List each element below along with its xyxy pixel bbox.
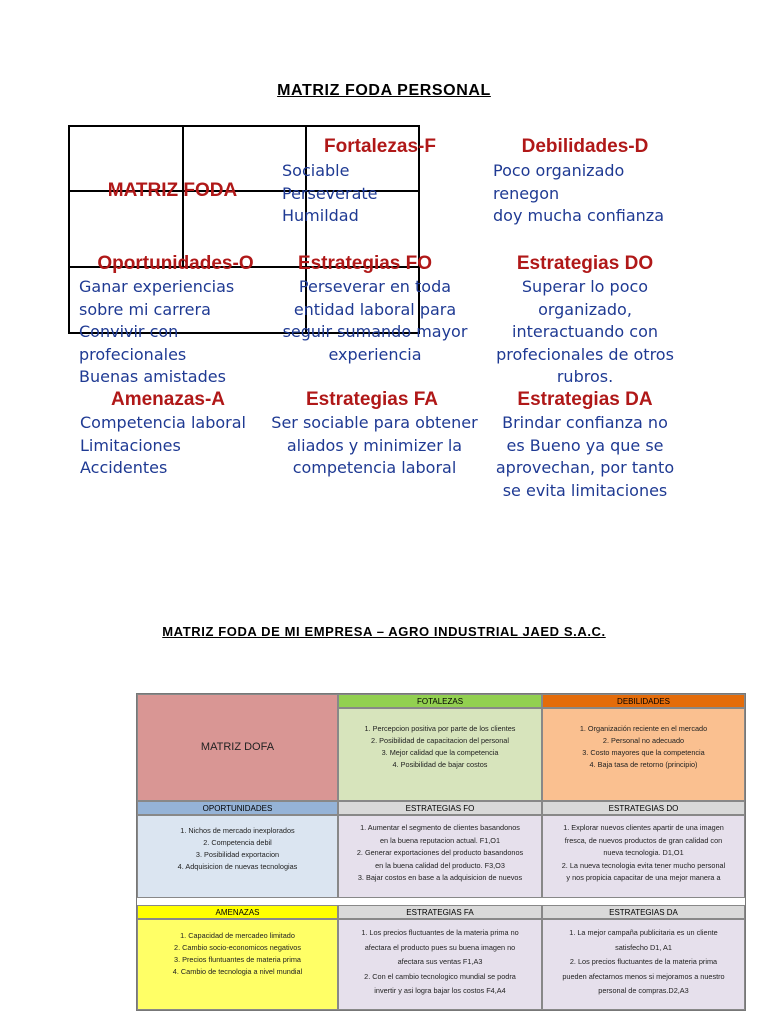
table-line: 4. Adquisicion de nuevas tecnologias [177,862,298,871]
estrategias-fa-header: ESTRATEGIAS FA [338,905,542,919]
text-line: Ser sociable para obtener [271,413,478,432]
table-corner-cell [137,694,338,801]
table-line: 3. Mejor calidad que la competencia [381,748,499,757]
estrategias-fa-text [262,412,487,480]
table-line: 1. La mejor campaña publicitaria es un cliente [569,928,718,937]
table-line: 3. Bajar costos en base a la adquisicion de nuevos [357,873,523,882]
oportunidad-item: Ganar experiencias [79,277,235,296]
table-line: 1. Organización reciente en el mercado [579,724,708,733]
table-line: pueden afectarnos menos si mejoramos a nuestro [562,971,725,981]
text-line: aprovechan, por tanto [495,458,675,477]
fortaleza-item: Sociable [282,161,350,180]
estrategias-fo-header: ESTRATEGIAS FO [338,801,542,815]
page-title: MATRIZ FODA PERSONAL [277,82,491,99]
text-line: seguir sumando mayor [282,322,468,341]
matriz-dofa-label: MATRIZ DOFA [200,741,275,753]
amenaza-item: Limitaciones [80,435,181,455]
table-line: 3. Costo mayores que la competencia [582,748,705,757]
text-line: entidad laboral para [293,299,457,319]
table-line: 1. Percepcion positiva por parte de los clientes [364,724,516,733]
estrategias-da-header: ESTRATEGIAS DA [542,905,745,919]
table-line: 2. Cambio socio-economicos negativos [174,943,301,952]
estrategias-fa-heading: Estrategias FA [306,389,438,410]
fortalezas-header: FOTALEZAS [338,694,542,708]
estrategias-do-heading: Estrategias DO [516,253,654,274]
text-line: competencia laboral [292,458,457,477]
estrategias-fo-text [270,276,480,366]
debilidades-header: DEBILIDADES [542,694,745,708]
debilidad-item: renegon [493,183,560,203]
oportunidad-item: Convivir con [79,322,179,341]
table-line: afectara sus ventas F1,A3 [397,957,483,966]
table-line: personal de compras.D2,A3 [598,986,689,995]
estrategias-do-cell [542,815,745,898]
debilidad-item: doy mucha confianza [493,206,665,225]
oportunidades-list [79,276,279,389]
amenazas-list [80,412,280,480]
estrategias-fa-cell [338,919,542,1010]
estrategias-do-text [480,276,690,389]
table-line: 3. Precios fluntuantes de materia prima [174,955,301,964]
amenazas-cell [137,919,338,1010]
text-line: Brindar confianza no [502,413,668,432]
estrategias-fo-heading: Estrategias FO [297,253,433,274]
table-line: en la buena reputacion actual. F1,O1 [379,835,501,845]
fortalezas-cell [338,708,542,801]
debilidades-heading: Debilidades-D [521,136,649,157]
text-line: rubros. [556,367,614,386]
text-line: interactuando con [512,322,658,341]
table-line: 2. Posibilidad de capacitacion del personal [371,736,509,745]
amenaza-item: Competencia laboral [80,413,246,432]
estrategias-da-heading: Estrategias DA [517,389,653,410]
text-line: experiencia [328,344,422,364]
table-line: 3. Posibilidad exportacion [195,850,280,859]
estrategias-fo-cell [338,815,542,898]
table-line: 2. La nueva tecnologia evita tener mucho personal [561,860,726,870]
table-line: 2. Generar exportaciones del producto basandonos [356,848,524,857]
amenazas-header: AMENAZAS [137,905,338,919]
table-line: fresca, de nuevos productos de gran calidad con [564,835,723,845]
table-line: 4. Baja tasa de retorno (principio) [589,760,698,769]
text-line: profecionales de otros [496,344,674,364]
text-line: es Bueno ya que se [506,435,664,455]
table-line: 1. Explorar nuevos clientes apartir de una imagen [563,823,724,832]
table-line: 4. Cambio de tecnologia a nivel mundial [172,967,303,976]
estrategias-da-cell [542,919,745,1010]
fortaleza-item: Perseverate [282,183,378,203]
amenazas-heading: Amenazas-A [110,389,226,410]
fortaleza-item: Humildad [282,206,359,225]
table-line: 2. Competencia debil [203,838,272,847]
oportunidades-header: OPORTUNIDADES [137,801,338,815]
section-title: MATRIZ FODA DE MI EMPRESA – AGRO INDUSTRIAL JAED S.A.C. [162,624,606,639]
table-line: 1. Aumentar el segmento de clientes basandonos [360,823,520,832]
oportunidad-item: profecionales [79,344,187,364]
fortalezas-list [282,160,482,228]
fortalezas-heading: Fortalezas-F [324,136,436,157]
table-line: afectara el producto pues su buena imagen no [364,942,516,952]
amenaza-item: Accidentes [80,458,168,477]
text-line: Superar lo poco [521,277,649,296]
text-line: organizado, [538,299,632,319]
debilidad-item: Poco organizado [493,161,625,180]
estrategias-do-header: ESTRATEGIAS DO [542,801,745,815]
oportunidad-item: Buenas amistades [79,367,226,386]
text-line: aliados y minimizer la [286,435,463,455]
text-line: Perseverar en toda [298,277,452,296]
text-line: se evita limitaciones [502,480,668,500]
table-line: 1. Capacidad de mercadeo limitado [180,931,295,940]
table-line: 2. Personal no adecuado [602,736,685,745]
table-line: 1. Nichos de mercado inexplorados [180,826,295,835]
table-line: nueva tecnologia. D1,O1 [603,848,684,857]
oportunidades-heading: Oportunidades-O [97,253,254,274]
oportunidades-cell [137,815,338,898]
debilidades-cell [542,708,745,801]
table-line: en la buena calidad del producto. F3,O3 [375,860,505,870]
table-line: 2. Con el cambio tecnologico mundial se podra [364,971,516,981]
debilidades-list [493,160,713,228]
table-line: satisfecho D1, A1 [615,942,672,952]
table-line: 1. Los precios fluctuantes de la materia prima no [361,928,519,937]
matriz-foda-label: MATRIZ FODA [107,180,238,201]
table-line: 2. Los precios fluctuantes de la materia prima [569,957,718,966]
oportunidad-item: sobre mi carrera [79,299,211,319]
estrategias-da-text [480,412,690,502]
table-line: invertir y asi logra bajar los costos F4,A4 [374,986,506,995]
empresa-matrix-table [136,693,746,1011]
table-line: 4. Posibilidad de bajar costos [392,760,488,769]
table-line: y nos propicia capacitar de una mejor manera a [566,873,721,882]
